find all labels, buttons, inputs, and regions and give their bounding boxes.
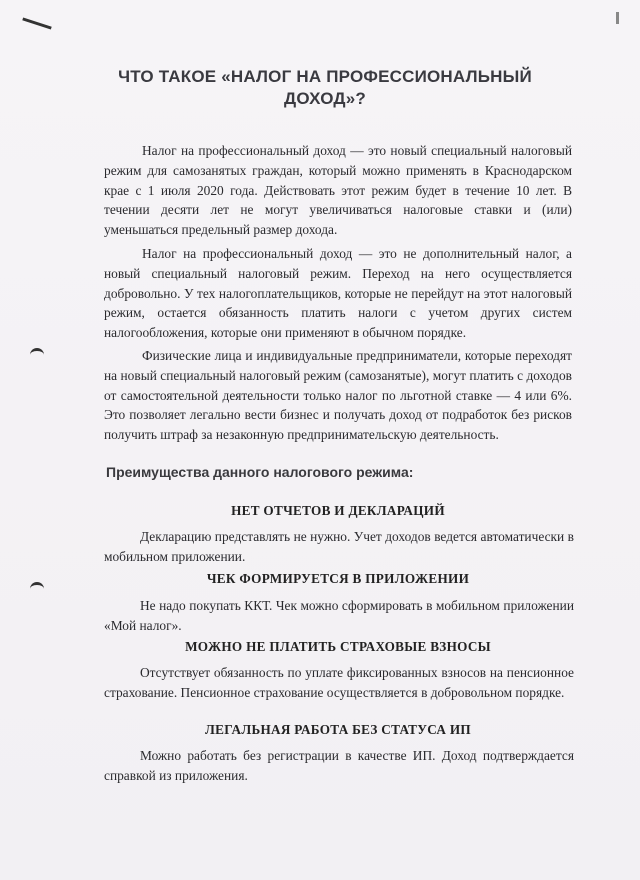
advantage-title: НЕТ ОТЧЕТОВ И ДЕКЛАРАЦИЙ [231, 503, 445, 518]
punch-hole [30, 582, 44, 593]
punch-hole [30, 348, 44, 359]
page-title: ЧТО ТАКОЕ «НАЛОГ НА ПРОФЕССИОНАЛЬНЫЙ ДОХОД»? [118, 67, 532, 108]
advantage-title: МОЖНО НЕ ПЛАТИТЬ СТРАХОВЫЕ ВЗНОСЫ [185, 639, 491, 654]
advantage-text: Не надо покупать ККТ. Чек можно сформировать в мобильном приложении «Мой налог». [104, 598, 574, 633]
intro-paragraph: Налог на профессиональный доход — это новый специальный налоговый режим для самозанятых граждан, который можно применять в Краснодарском крае с 1 июля 2020 года. Действовать этот режим будет в течение 10 лет. В течении десяти лет не могут увеличиваться налоговые ставки и (или) уменьшаться предельный размер дохода. [104, 143, 572, 238]
advantage-text: Отсутствует обязанность по уплате фиксированных взносов на пенсионное страхование. Пенсионное страхование осуществляется в добровольном порядке. [104, 665, 574, 700]
advantage-title: ЛЕГАЛЬНАЯ РАБОТА БЕЗ СТАТУСА ИП [205, 722, 471, 737]
advantage-text: Декларацию представлять не нужно. Учет доходов ведется автоматически в мобильном приложении. [104, 529, 574, 564]
advantage-text: Можно работать без регистрации в качестве ИП. Доход подтверждается справкой из приложения. [104, 748, 574, 783]
advantages-heading: Преимущества данного налогового режима: [106, 464, 414, 480]
paragraph: Налог на профессиональный доход — это не дополнительный налог, а новый специальный налоговый режим. Переход на него осуществляется добровольно. У тех налогоплательщиков, которые не перейдут на этот налоговый режим, остается обязанность платить налоги с учетом других систем налогообложения, которые они применяют в обычном порядке. [104, 246, 572, 341]
scan-mark [22, 17, 51, 29]
advantage-title: ЧЕК ФОРМИРУЕТСЯ В ПРИЛОЖЕНИИ [206, 571, 470, 586]
scan-mark [616, 12, 619, 24]
paragraph: Физические лица и индивидуальные предприниматели, которые переходят на новый специальный налоговый режим (самозанятые), могут платить с доходов от самостоятельной деятельности только налог по льготной ставке — 4 или 6%. Это позволяет легально вести бизнес и получать доход от подработок без рисков получить штраф за незаконную предпринимательскую деятельность. [104, 348, 572, 443]
